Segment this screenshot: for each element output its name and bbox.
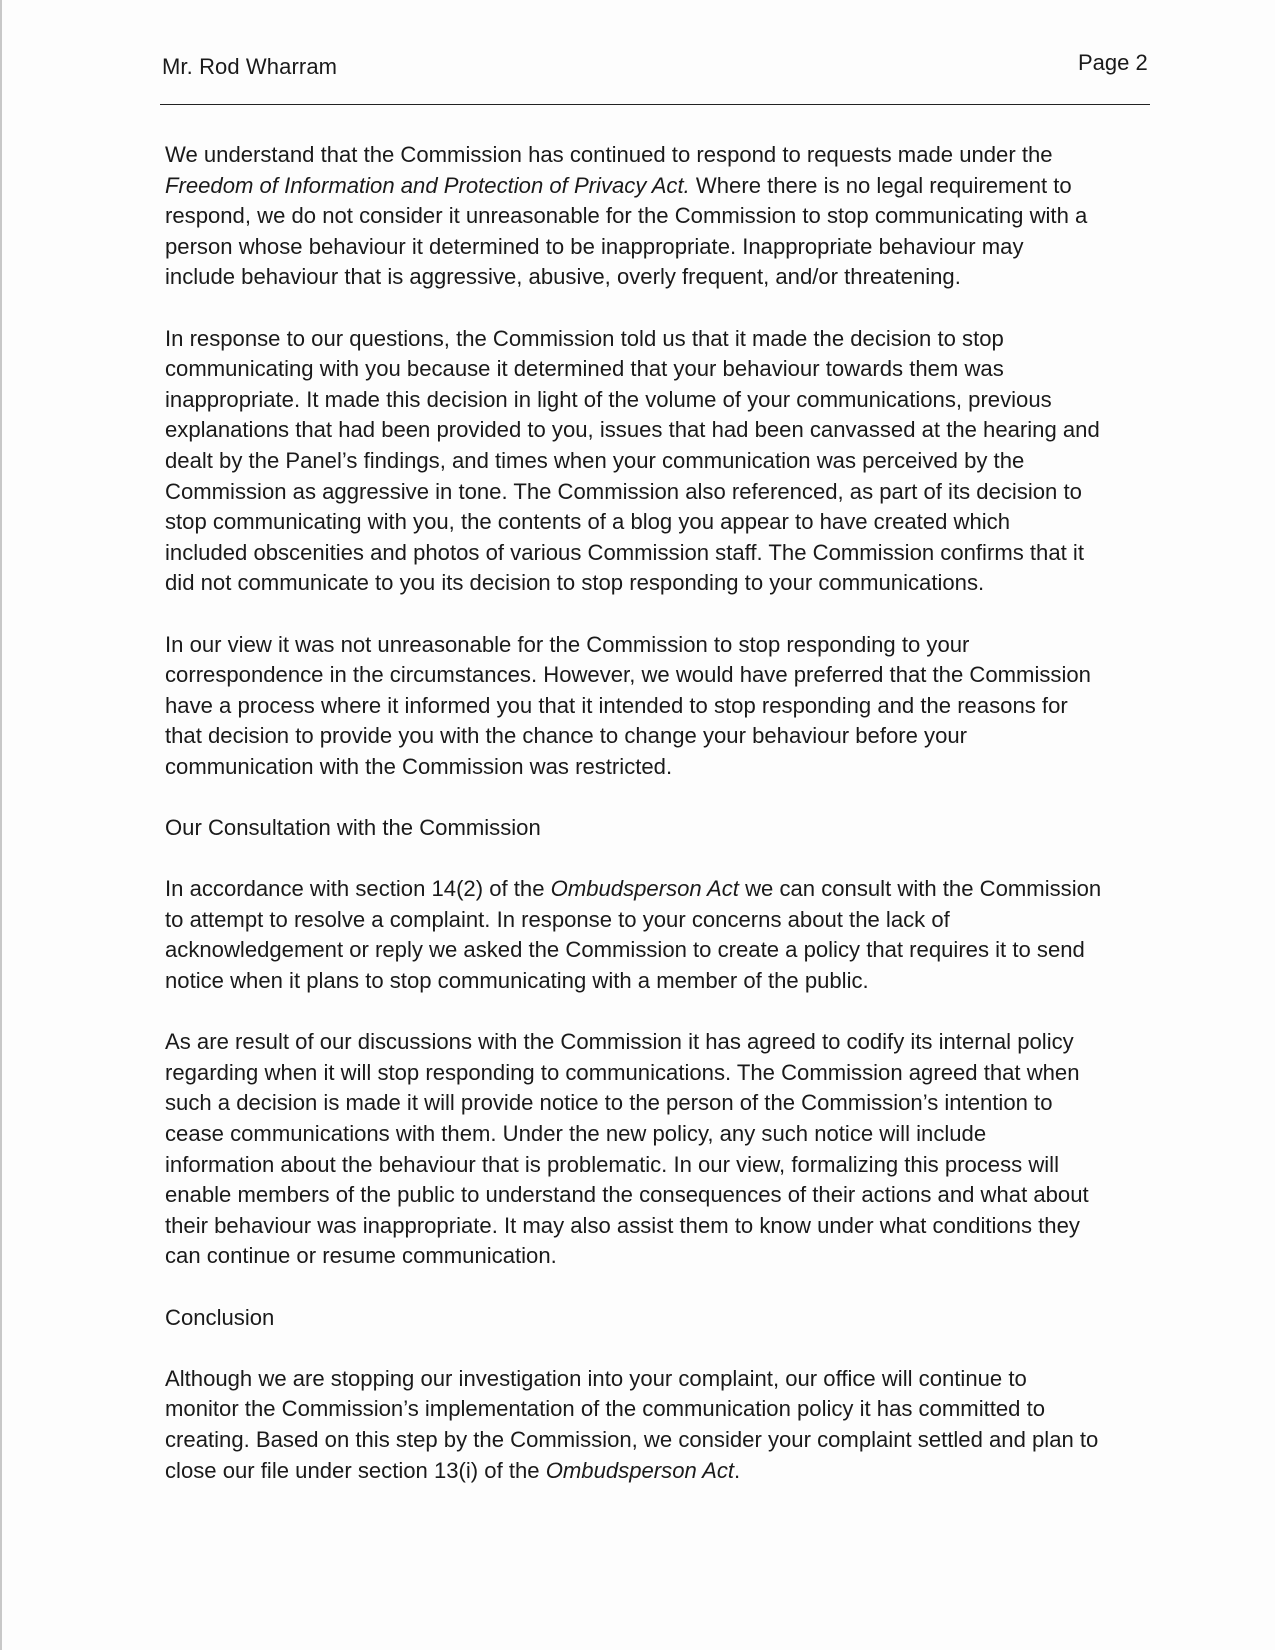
paragraph-line: did not communicate to you its decision to stop responding to your communications. xyxy=(165,570,985,596)
paragraph-our-view xyxy=(165,630,1165,783)
paragraph-line xyxy=(165,171,1165,202)
paragraph-line: Commission as aggressive in tone. The Commission also referenced, as part of its decision to xyxy=(165,478,1082,504)
paragraph-line: explanations that had been provided to you, issues that had been canvassed at the hearing and xyxy=(165,417,1100,443)
paragraph-line: In response to our questions, the Commission told us that it made the decision to stop xyxy=(165,325,1004,351)
letter-body xyxy=(165,140,1165,1517)
paragraph-line: regarding when it will stop responding to communications. The Commission agreed that when xyxy=(165,1059,1080,1085)
paragraph-policy-agreement xyxy=(165,1027,1165,1272)
paragraph-line: respond, we do not consider it unreasonable for the Commission to stop communicating with a xyxy=(165,203,1088,229)
paragraph-line: notice when it plans to stop communicating with a member of the public. xyxy=(165,968,869,994)
paragraph-text: Where there is no legal requirement to xyxy=(689,172,1072,198)
paragraph-line: acknowledgement or reply we asked the Commission to create a policy that requires it to send xyxy=(165,937,1085,963)
paragraph-text: we can consult with the Commission xyxy=(738,876,1102,902)
act-title: Freedom of Information and Protection of Privacy Act. xyxy=(165,172,690,198)
paragraph-line: In our view it was not unreasonable for the Commission to stop responding to your xyxy=(165,631,970,657)
paragraph-conclusion xyxy=(165,1364,1165,1486)
paragraph-line: monitor the Commission’s implementation of the communication policy it has committed to xyxy=(165,1396,1046,1422)
paragraph-text: In accordance with section 14(2) of the xyxy=(165,876,551,902)
recipient-name: Mr. Rod Wharram xyxy=(162,54,338,79)
paragraph-line: creating. Based on this step by the Commission, we consider your complaint settled and plan to xyxy=(165,1426,1099,1452)
paragraph-consultation xyxy=(165,874,1165,996)
paragraph-line: included obscenities and photos of various Commission staff. The Commission confirms that it xyxy=(165,539,1084,565)
paragraph-line: such a decision is made it will provide notice to the person of the Commission’s intention to xyxy=(165,1090,1053,1116)
paragraph-commission-response xyxy=(165,324,1165,599)
section-heading-consultation: Our Consultation with the Commission xyxy=(165,815,541,841)
paragraph-line: can continue or resume communication. xyxy=(165,1243,557,1269)
paragraph-line: cease communications with them. Under the new policy, any such notice will include xyxy=(165,1121,987,1146)
act-title: Ombudsperson Act xyxy=(550,876,739,902)
paragraph-line: to attempt to resolve a complaint. In response to your concerns about the lack of xyxy=(165,906,950,932)
paragraph-line xyxy=(165,1456,1165,1487)
header-divider xyxy=(160,104,1150,105)
paragraph-line: Although we are stopping our investigation into your complaint, our office will continue to xyxy=(165,1365,1027,1391)
act-title: Ombudsperson Act xyxy=(545,1457,735,1483)
paragraph-line: inappropriate. It made this decision in light of the volume of your communications, previous xyxy=(165,386,1052,412)
paragraph-line: communicating with you because it determined that your behaviour towards them was xyxy=(165,356,1004,382)
paragraph-text: close our file under section 13(i) of the xyxy=(165,1457,546,1483)
section-heading-conclusion: Conclusion xyxy=(165,1304,275,1330)
paragraph-line: As are result of our discussions with the Commission it has agreed to codify its internal policy xyxy=(165,1029,1074,1055)
page-number: Page 2 xyxy=(1078,50,1148,75)
paragraph-line: include behaviour that is aggressive, abusive, overly frequent, and/or threatening. xyxy=(165,264,961,290)
paragraph-line: person whose behaviour it determined to be inappropriate. Inappropriate behaviour may xyxy=(165,233,1024,259)
paragraph-line: We understand that the Commission has continued to respond to requests made under the xyxy=(165,142,1053,167)
paragraph-foi-requests xyxy=(165,140,1165,293)
paragraph-line: that decision to provide you with the chance to change your behaviour before your xyxy=(165,723,968,749)
paragraph-line: communication with the Commission was restricted. xyxy=(165,753,673,779)
paragraph-text: . xyxy=(734,1457,741,1483)
scan-edge-divider xyxy=(0,0,2,1650)
paragraph-line: dealt by the Panel’s findings, and times when your communication was perceived by the xyxy=(165,447,1025,473)
paragraph-line: stop communicating with you, the contents of a blog you appear to have created which xyxy=(165,509,1010,535)
paragraph-line: correspondence in the circumstances. However, we would have preferred that the Commission xyxy=(165,662,1091,688)
paragraph-line: have a process where it informed you that it intended to stop responding and the reasons for xyxy=(165,692,1068,718)
paragraph-line xyxy=(165,874,1165,905)
paragraph-line: their behaviour was inappropriate. It may also assist them to know under what conditions they xyxy=(165,1212,1080,1238)
paragraph-line: information about the behaviour that is problematic. In our view, formalizing this process will xyxy=(165,1151,1059,1177)
paragraph-line: enable members of the public to understand the consequences of their actions and what about xyxy=(165,1182,1089,1208)
